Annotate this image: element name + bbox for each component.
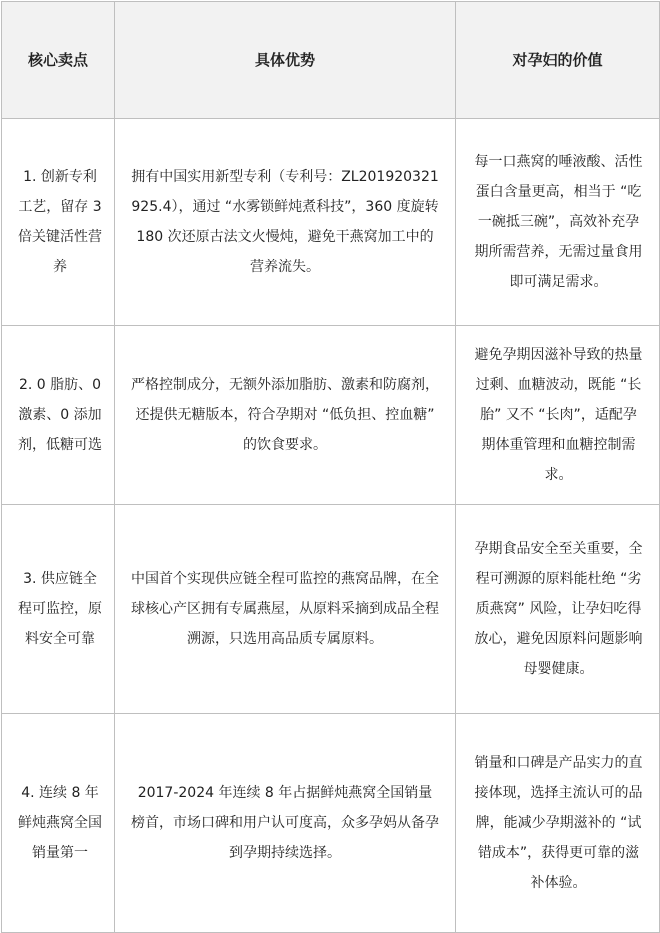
value-cell: 避免孕期因滋补导致的热量过剩、血糖波动，既能 “长胎” 又不 “长肉”，适配孕期体重管理和血糖控制需求。 <box>456 326 660 505</box>
value-cell: 孕期食品安全至关重要，全程可溯源的原料能杜绝 “劣质燕窝” 风险，让孕妇吃得放心，避免因原料问题影响母婴健康。 <box>456 505 660 714</box>
table-row <box>2 119 660 326</box>
selling-point-cell: 2. 0 脂肪、0 激素、0 添加剂，低糖可选 <box>2 326 115 505</box>
advantage-cell: 拥有中国实用新型专利（专利号：ZL201920321925.4），通过 “水雾锁鲜炖煮科技”，360 度旋转 180 次还原古法文火慢炖，避免干燕窝加工中的营养流失。 <box>115 119 456 326</box>
table-row <box>2 714 660 933</box>
advantage-cell: 中国首个实现供应链全程可监控的燕窝品牌，在全球核心产区拥有专属燕屋，从原料采摘到成品全程溯源，只选用高品质专属原料。 <box>115 505 456 714</box>
selling-point-cell: 4. 连续 8 年鲜炖燕窝全国销量第一 <box>2 714 115 933</box>
table-row <box>2 326 660 505</box>
header-advantage: 具体优势 <box>115 2 456 119</box>
value-cell: 每一口燕窝的唾液酸、活性蛋白含量更高，相当于 “吃一碗抵三碗”，高效补充孕期所需营养，无需过量食用即可满足需求。 <box>456 119 660 326</box>
header-selling-point: 核心卖点 <box>2 2 115 119</box>
selling-point-cell: 3. 供应链全程可监控，原料安全可靠 <box>2 505 115 714</box>
advantage-cell: 严格控制成分，无额外添加脂肪、激素和防腐剂，还提供无糖版本，符合孕期对 “低负担、控血糖” 的饮食要求。 <box>115 326 456 505</box>
advantage-cell: 2017-2024 年连续 8 年占据鲜炖燕窝全国销量榜首，市场口碑和用户认可度高，众多孕妈从备孕到孕期持续选择。 <box>115 714 456 933</box>
selling-point-cell: 1. 创新专利工艺，留存 3 倍关键活性营养 <box>2 119 115 326</box>
selling-points-table <box>1 1 660 933</box>
header-value: 对孕妇的价值 <box>456 2 660 119</box>
value-cell: 销量和口碑是产品实力的直接体现，选择主流认可的品牌，能减少孕期滋补的 “试错成本”，获得更可靠的滋补体验。 <box>456 714 660 933</box>
table-row <box>2 505 660 714</box>
table-header-row <box>2 2 660 119</box>
